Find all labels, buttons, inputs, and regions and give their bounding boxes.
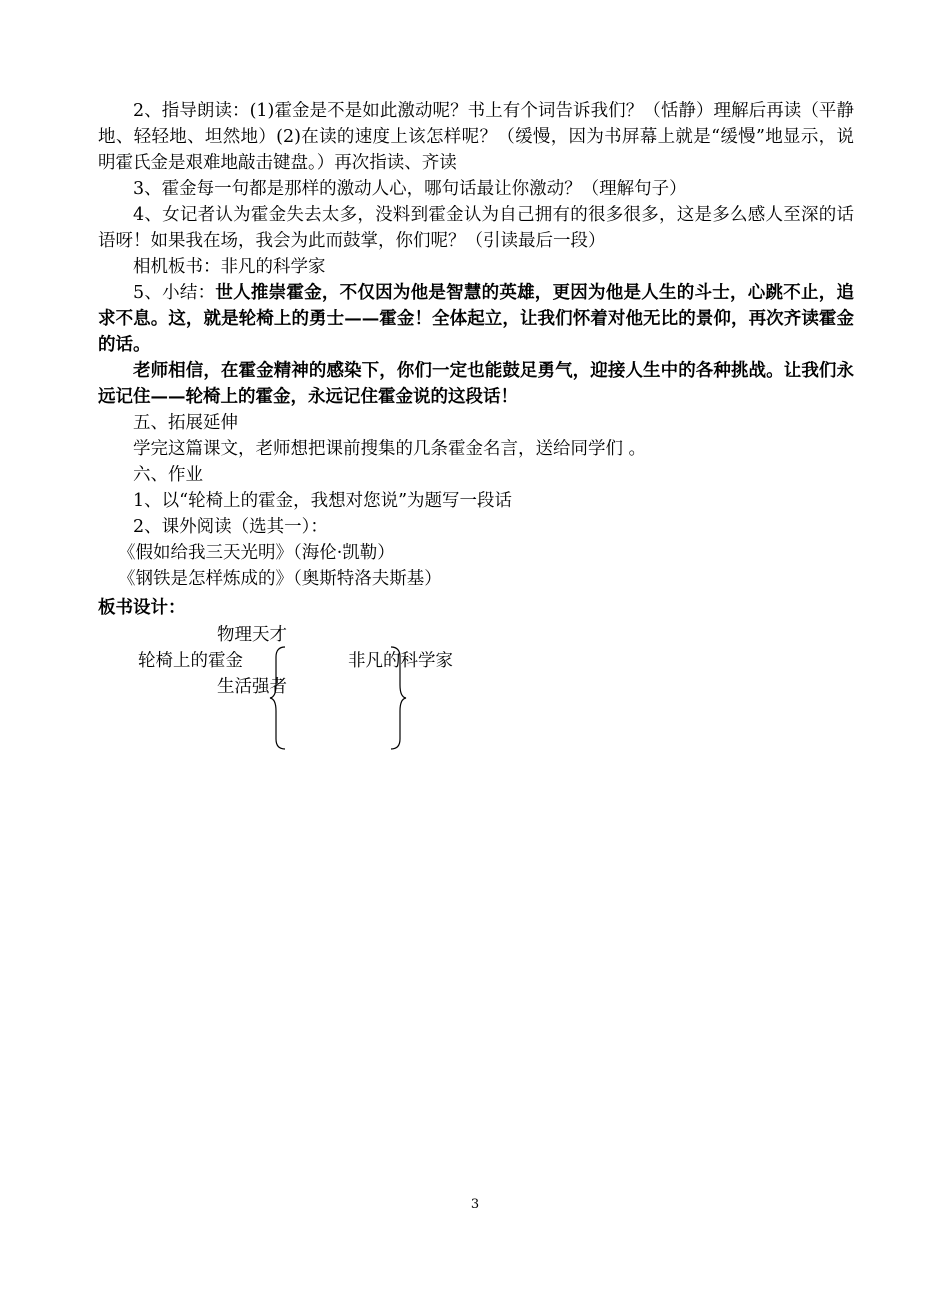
paragraph-quotes: 学完这篇课文，老师想把课前搜集的几条霍金名言，送给同学们 。 [133,439,647,459]
left-brace [268,645,288,751]
paragraph-summary [98,280,854,358]
right-brace [388,645,408,751]
board-item-wheelchair-hawking: 轮椅上的霍金 [138,651,243,671]
paragraph-teacher-belief: 老师相信，在霍金精神的感染下，你们一定也能鼓足勇气，迎接人生中的各种挑战。让我们永远记住——轮椅上的霍金，永远记住霍金说的这段话！ [98,361,854,407]
paragraph-board-note: 相机板书：非凡的科学家 [133,257,326,277]
board-design-heading: 板书设计： [98,598,186,618]
board-item-extraordinary-scientist: 非凡的科学家 [348,651,453,671]
homework-item-2: 2、课外阅读（选其一）： [133,517,328,537]
section-heading-homework: 六、作业 [133,465,203,485]
summary-text: 世人推崇霍金，不仅因为他是智慧的英雄，更因为他是人生的斗士，心跳不止，追求不息。这，就是轮椅上的勇士——霍金！全体起立，让我们怀着对他无比的景仰，再次齐读霍金的话。 [98,283,854,355]
book-title-2: 《钢铁是怎样炼成的》（奥斯特洛夫斯基） [118,569,442,589]
page-number: 3 [470,1197,480,1212]
summary-label: 5、小结： [133,283,216,303]
paragraph-guided-reading: 2、指导朗读：(1)霍金是不是如此激动呢？书上有个词告诉我们？（恬静）理解后再读（平静地、轻轻地、坦然地）(2)在读的速度上该怎样呢？（缓慢，因为书屏幕上就是“缓慢”地显示，说明霍氏金是艰难地敲击键盘。）再次指读、齐读 [98,101,854,173]
board-item-physics-genius: 物理天才 [217,625,287,645]
board-item-life-strong: 生活强者 [217,677,287,697]
paragraph-reporter: 4、女记者认为霍金失去太多，没料到霍金认为自己拥有的很多很多，这是多么感人至深的话语呀！如果我在场，我会为此而鼓掌，你们呢？（引读最后一段） [98,205,854,251]
section-heading-extension: 五、拓展延伸 [133,413,238,433]
homework-item-1: 1、以“轮椅上的霍金，我想对您说”为题写一段话 [133,491,513,511]
paragraph-question: 3、霍金每一句都是那样的激动人心，哪句话最让你激动？（理解句子） [133,179,687,199]
book-title-1: 《假如给我三天光明》（海伦·凯勒） [118,543,395,563]
